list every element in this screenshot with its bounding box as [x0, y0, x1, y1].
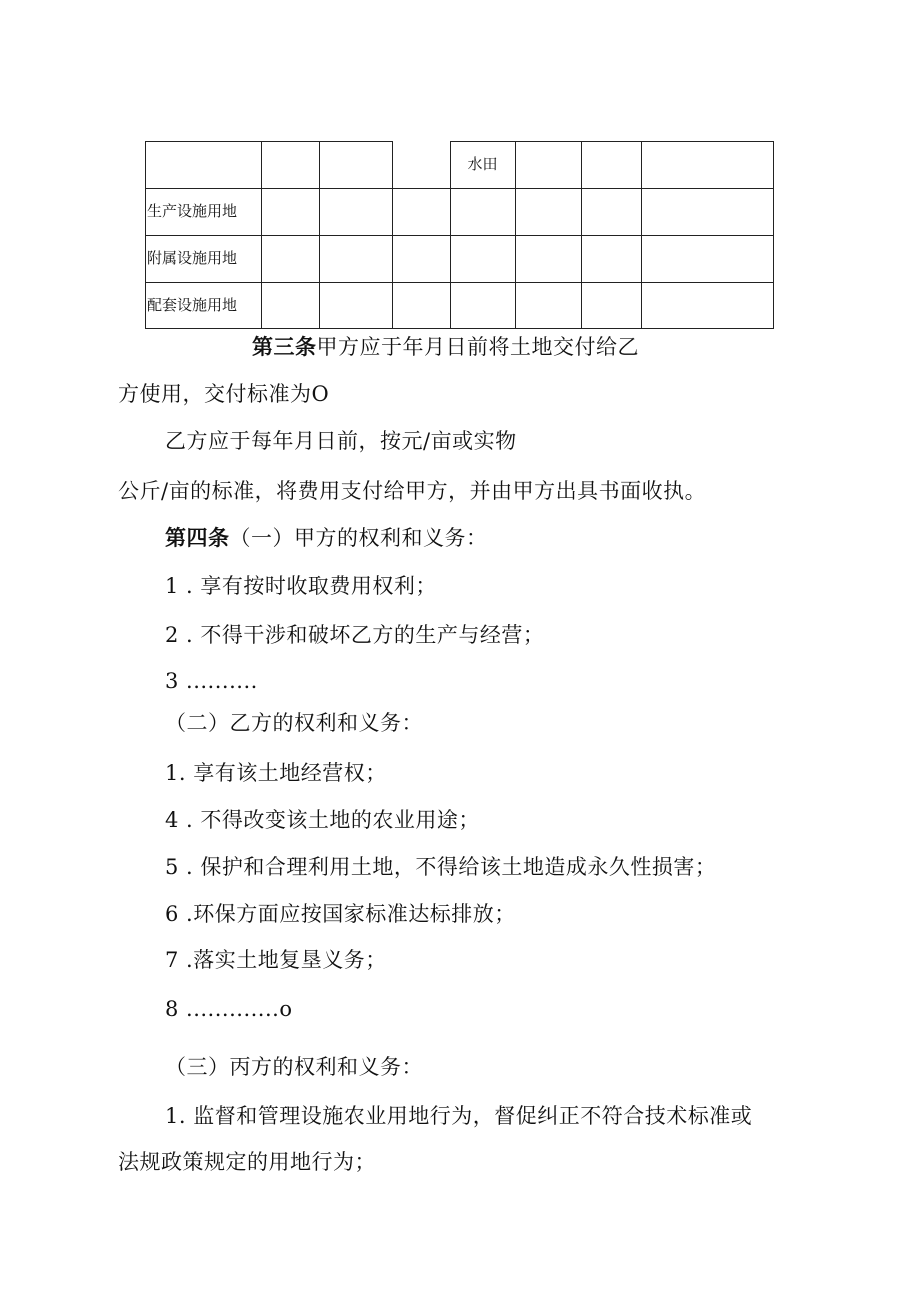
article3-heading: 第三条 — [252, 334, 317, 359]
list-item: 7 .落实土地复垦义务； — [165, 948, 387, 972]
list-item: 1. 监督和管理设施农业用地行为，督促纠正不符合技术标准或 — [165, 1104, 753, 1128]
table-header-cell — [450, 141, 515, 188]
list-item: 5 . 保护和合理利用土地，不得给该土地造成永久性损害； — [165, 855, 717, 879]
table-column-divider — [145, 141, 146, 329]
article3-first-line — [252, 333, 639, 361]
table-column-divider — [319, 141, 320, 329]
table-row-label — [147, 235, 261, 282]
article4-heading: 第四条 — [165, 525, 230, 550]
list-item: 6 .环保方面应按国家标准达标排放； — [165, 902, 516, 926]
article3-line3: 乙方应于每年月日前，按元/亩或实物 — [165, 429, 517, 453]
list-item: 8 .............o — [165, 997, 293, 1021]
list-item: 2 . 不得干涉和破坏乙方的生产与经营； — [165, 623, 545, 647]
land-use-table — [145, 141, 774, 329]
article3-line4: 公斤/亩的标准，将费用支付给甲方，并由甲方出具书面收执。 — [118, 479, 707, 503]
table-column-divider — [773, 141, 774, 329]
list-item: 1 . 享有按时收取费用权利； — [165, 574, 437, 598]
table-row-label — [147, 188, 261, 235]
table-row-label — [147, 282, 261, 328]
table-row-label-text: 生产设施用地 — [147, 202, 238, 220]
table-column-divider — [641, 141, 642, 329]
article3-line2: 方使用，交付标准为O — [118, 382, 330, 406]
table-column-divider — [581, 141, 582, 329]
table-column-divider — [392, 141, 393, 329]
list-item-continuation: 法规政策规定的用地行为； — [118, 1150, 376, 1174]
table-border-top — [145, 141, 393, 142]
article4-first-line — [165, 524, 488, 552]
table-border-bottom — [145, 328, 774, 329]
table-header-text: 水田 — [467, 155, 498, 173]
article4-part3-title: （三）丙方的权利和义务： — [165, 1055, 423, 1079]
table-column-divider — [515, 141, 516, 329]
article4-part1-title: （一）甲方的权利和义务： — [229, 526, 488, 550]
article3-line1-text: 甲方应于年月日前将土地交付给乙 — [316, 335, 639, 359]
list-item: 1. 享有该土地经营权； — [165, 761, 387, 785]
table-row-label-text: 附属设施用地 — [147, 249, 238, 267]
table-row-label-text: 配套设施用地 — [147, 295, 238, 314]
table-column-divider — [261, 141, 262, 329]
list-item: 4 . 不得改变该土地的农业用途； — [165, 808, 480, 832]
article4-part2-title: （二）乙方的权利和义务： — [165, 711, 423, 735]
list-item: 3 .......... — [165, 669, 258, 693]
